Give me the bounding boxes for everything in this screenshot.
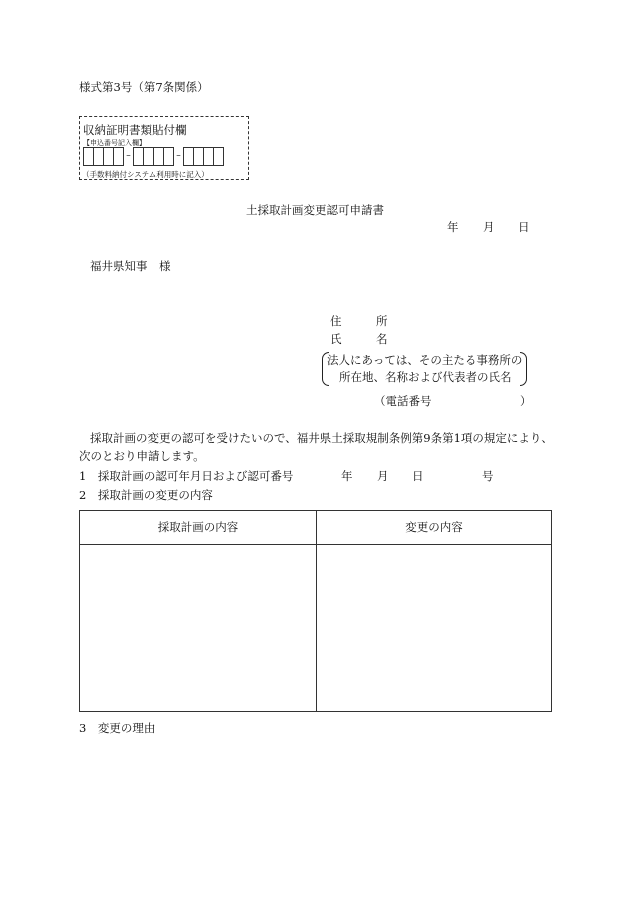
item-1-year: 年: [341, 469, 353, 483]
change-content-cell[interactable]: [317, 545, 551, 711]
digit-box[interactable]: [113, 147, 124, 166]
dash-separator: –: [176, 151, 181, 161]
date-day-label: 日: [518, 220, 530, 234]
plan-content-cell[interactable]: [80, 545, 316, 711]
stamp-note: （手数料納付システム利用時に記入）: [82, 170, 209, 179]
dash-separator: –: [126, 151, 131, 161]
change-content-table: [79, 510, 552, 712]
stamp-box: [79, 116, 249, 180]
table-header-change-content: 変更の内容: [405, 520, 463, 534]
address-label: 住 所: [330, 314, 388, 328]
application-number-boxes: [83, 147, 223, 166]
digit-box[interactable]: [213, 147, 224, 166]
date-month-label: 月: [483, 220, 495, 234]
name-label: 氏 名: [330, 332, 388, 346]
stamp-title: 収納証明書類貼付欄: [83, 123, 187, 137]
body-text-line-1: 採取計画の変更の認可を受けたいので、福井県土採取規制条例第9条第1項の規定により、: [90, 431, 553, 445]
addressee: 福井県知事 様: [90, 259, 171, 273]
phone-close: ）: [520, 394, 532, 408]
item-2-label: 2 採取計画の変更の内容: [79, 488, 213, 502]
item-3-label: 3 変更の理由: [79, 721, 156, 735]
form-number: 様式第3号（第7条関係）: [79, 80, 209, 94]
table-header-plan-content: 採取計画の内容: [157, 520, 239, 534]
body-text-line-2: 次のとおり申請します。: [79, 449, 205, 463]
date-year-label: 年: [447, 220, 459, 234]
item-1-day: 日: [412, 469, 424, 483]
corporation-note-line-2: 所在地、名称および代表者の氏名: [339, 370, 512, 384]
corporation-note-line-1: 法人にあっては、その主たる事務所の: [327, 353, 523, 367]
document-title: 土採取計画変更認可申請書: [246, 203, 384, 217]
stamp-subtitle: 【申込番号記入欄】: [83, 139, 146, 147]
digit-box[interactable]: [163, 147, 174, 166]
phone-label: （電話番号: [374, 394, 432, 408]
item-1-month: 月: [377, 469, 389, 483]
item-1-label: 1 採取計画の認可年月日および認可番号: [79, 469, 294, 483]
item-1-number: 号: [482, 469, 494, 483]
